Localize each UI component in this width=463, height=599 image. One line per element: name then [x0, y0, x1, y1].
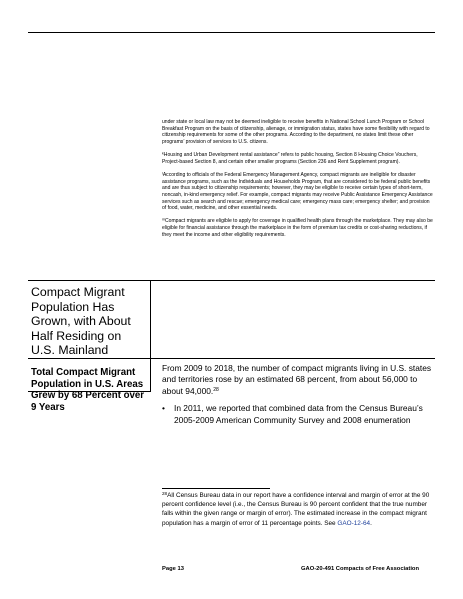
- bullet-dot: •: [162, 403, 165, 414]
- body-paragraph: From 2009 to 2018, the number of compact migrants living in U.S. states and territories rose by an estimated 68 percent, from about 56,000 to about 94,000.28: [162, 363, 432, 396]
- table-note-continued: under state or local law may not be deemed ineligible to receive benefits in National School Lunch Program or School Breakfast Program on the basis of citizenship, alienage, or immigration status, states have some flexibility with regard to citizenship requirements for some of the other programs. According to the department, no states limit these other programs’ provision of services to U.S. citizens.: [162, 119, 430, 146]
- table-note-k: $^k$Housing and Urban Development rental assistance” refers to public housing, Section 8 Housing Choice Vouchers, Project-based Section 8, and certain other smaller programs (Section 236 and Rent Supplement program).: [162, 151, 418, 165]
- table-notes: [162, 119, 434, 245]
- footnote-separator: [162, 488, 270, 489]
- footnote-ref: 28: [213, 386, 219, 393]
- bullet-text: In 2011, we reported that combined data from the Census Bureau’s 2005-2009 American Community Survey and 2008 enumeration: [174, 403, 423, 425]
- subsection-heading: Total Compact Migrant Population in U.S. Areas Grew by 68 Percent over 9 Years: [31, 367, 145, 414]
- section-top-rule: [28, 280, 435, 281]
- report-title: GAO-20-491 Compacts of Free Association: [301, 566, 420, 572]
- table-note-l: $^l$According to officials of the Federal Emergency Management Agency, compact migrants are ineligible for disaster assistance programs, such as the Individuals and Households Program, that are considered to be federal public benefits and are thus subject to citizenship requirements; however, they may be eligible to receive certain types of short-term, noncash, in-kind emergency relief. For example, compact migrants may receive Public Assistance Emergency Assistance services such as search and rescue; emergency medical care; emergency mass care; emergency shelter; and provision of food, water, medicine, and other essential needs.: [162, 171, 433, 212]
- table-note-m: $^m$Compact migrants are eligible to apply for coverage in qualified health plans through the marketplace. They may also be eligible for financial assistance through the marketplace in the form of premium tax credits or cost-sharing reductions, if they meet the income and other eligibility requirements.: [162, 217, 433, 238]
- page-number: Page 13: [162, 566, 184, 572]
- body-text: [162, 363, 437, 426]
- section-heading: Compact Migrant Population Has Grown, with About Half Residing on U.S. Mainland: [31, 285, 131, 358]
- bullet-item: [162, 403, 437, 426]
- section-bottom-rule: [28, 358, 435, 359]
- page-footnote: $^{28}$All Census Bureau data in our report have a confidence interval and margin of error at the 90 percent confidence level (i.e., the Census Bureau is 90 percent confident that the true number falls within the given range or margin of error). The estimated increase in the compact migrant population has a margin of error of 11 percentage points. See GAO-12-64.: [162, 491, 430, 527]
- header-rule: [28, 32, 435, 33]
- gao-report-link[interactable]: GAO-12-64: [337, 519, 371, 527]
- section-divider: [150, 280, 151, 358]
